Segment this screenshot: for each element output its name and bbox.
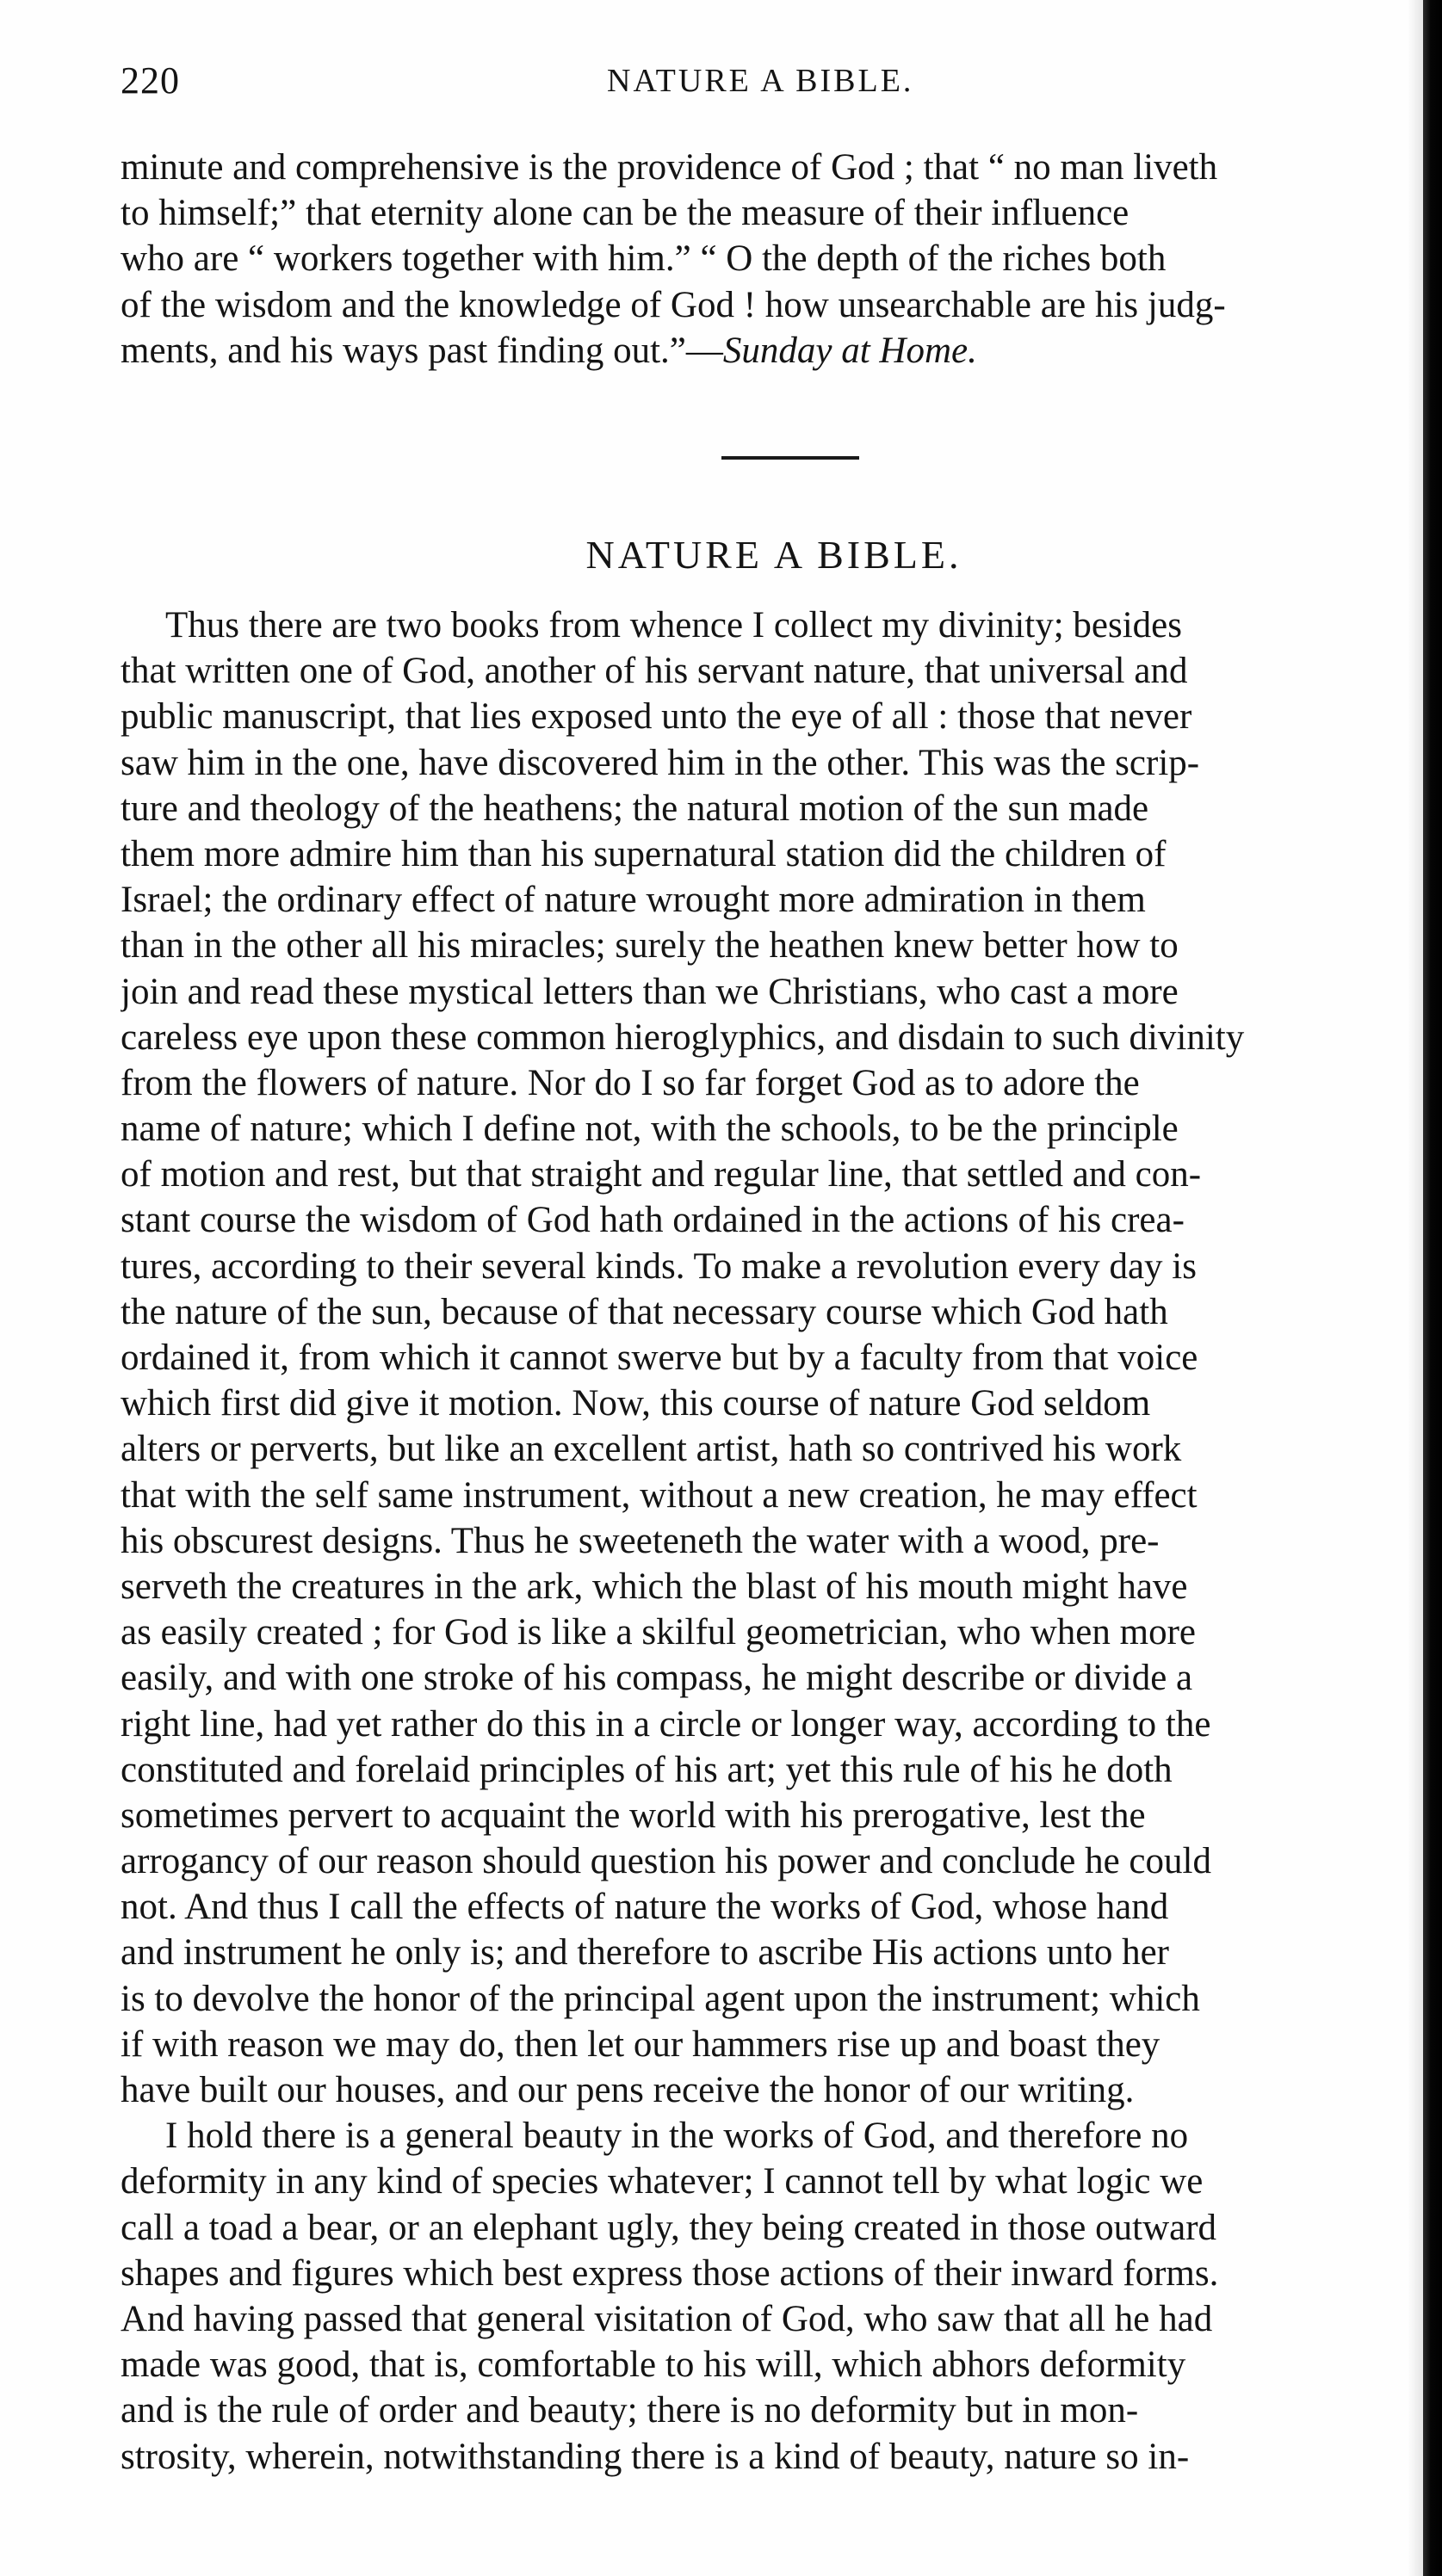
text-line: name of nature; which I define not, with the schools, to be the principle [121, 1109, 1179, 1150]
text-line-content: ments, and his ways past finding out.”— [121, 330, 723, 371]
text-line: constituted and forelaid principles of his art; yet this rule of his he doth [121, 1749, 1173, 1790]
text-line: is to devolve the honor of the principal agent upon the instrument; which [121, 1978, 1200, 2019]
text-line: if with reason we may do, then let our hammers rise up and boast they [121, 2023, 1160, 2065]
text-line: and is the rule of order and beauty; there is no deformity but in mon- [121, 2390, 1139, 2431]
text-line: them more admire him than his supernatural station did the children of [121, 833, 1167, 874]
text-line: and instrument he only is; and therefore to ascribe His actions unto her [121, 1932, 1170, 1974]
text-line: who are “ workers together with him.” “ O the depth of the riches both [121, 238, 1167, 280]
text-line: Thus there are two books from whence I collect my divinity; besides [165, 605, 1182, 646]
text-line: sometimes pervert to acquaint the world with his prerogative, lest the [121, 1795, 1146, 1836]
text-line: I hold there is a general beauty in the works of God, and therefore no [165, 2116, 1189, 2157]
text-line: strosity, wherein, notwithstanding there is a kind of beauty, nature so in- [121, 2436, 1190, 2477]
text-line: tures, according to their several kinds. To make a revolution every day is [121, 1245, 1197, 1287]
text-line: Israel; the ordinary effect of nature wrought more admiration in them [121, 880, 1146, 921]
text-line: from the flowers of nature. Nor do I so far forget God as to adore the [121, 1062, 1140, 1103]
text-line: his obscurest designs. Thus he sweeteneth the water with a wood, pre- [121, 1520, 1160, 1561]
text-line: to himself;” that eternity alone can be the measure of their influence [121, 193, 1129, 234]
text-line: minute and comprehensive is the providence of God ; that “ no man liveth [121, 147, 1218, 188]
text-line: arrogancy of our reason should question his power and conclude he could [121, 1841, 1211, 1882]
text-line: shapes and figures which best express those actions of their inward forms. [121, 2252, 1219, 2294]
running-title: NATURE A BIBLE. [607, 63, 914, 99]
text-line: easily, and with one stroke of his compass, he might describe or divide a [121, 1658, 1193, 1699]
text-line: deformity in any kind of species whatever; I cannot tell by what logic we [121, 2161, 1204, 2202]
citation: Sunday at Home. [722, 330, 977, 371]
article-body [121, 602, 1427, 2480]
text-line: serveth the creatures in the ark, which the blast of his mouth might have [121, 1566, 1188, 1607]
paragraph-1 [121, 602, 1427, 2113]
section-divider [721, 456, 859, 460]
text-line: right line, had yet rather do this in a circle or longer way, according to the [121, 1703, 1211, 1745]
text-line: of the wisdom and the knowledge of God ! how unsearchable are his judg- [121, 284, 1226, 325]
running-head [121, 59, 1395, 110]
text-line: as easily created ; for God is like a skilful geometrician, who when more [121, 1612, 1196, 1653]
text-line: ordained it, from which it cannot swerve but by a faculty from that voice [121, 1337, 1198, 1378]
text-line: stant course the wisdom of God hath ordained in the actions of his crea- [121, 1200, 1185, 1241]
text-line: saw him in the one, have discovered him in the other. This was the scrip- [121, 742, 1200, 783]
text-line: have built our houses, and our pens receive the honor of our writing. [121, 2070, 1135, 2110]
text-line: made was good, that is, comfortable to his will, which abhors deformity [121, 2344, 1186, 2386]
text-line: call a toad a bear, or an elephant ugly, they being created in those outward [121, 2207, 1217, 2248]
text-line [121, 328, 1427, 374]
text-line: ture and theology of the heathens; the natural motion of the sun made [121, 788, 1149, 829]
text-line: the nature of the sun, because of that necessary course which God hath [121, 1291, 1168, 1332]
text-line: that written one of God, another of his servant nature, that universal and [121, 651, 1188, 692]
text-line: And having passed that general visitation of God, who saw that all he had [121, 2298, 1213, 2339]
text-line: which first did give it motion. Now, this course of nature God seldom [121, 1383, 1151, 1424]
intro-paragraph [121, 145, 1427, 374]
article-title: NATURE A BIBLE. [585, 533, 962, 577]
text-line: public manuscript, that lies exposed unto the eye of all : those that never [121, 696, 1192, 738]
text-line: of motion and rest, but that straight and regular line, that settled and con- [121, 1154, 1202, 1195]
paragraph-2 [121, 2113, 1427, 2480]
text-line: not. And thus I call the effects of nature the works of God, whose hand [121, 1887, 1169, 1928]
page-number: 220 [121, 59, 180, 102]
text-line: alters or perverts, but like an excellent artist, hath so contrived his work [121, 1429, 1182, 1470]
text-line: careless eye upon these common hieroglyphics, and disdain to such divinity [121, 1016, 1245, 1058]
text-line: join and read these mystical letters than we Christians, who cast a more [121, 971, 1179, 1012]
text-line: than in the other all his miracles; surely the heathen knew better how to [121, 925, 1179, 967]
text-line: that with the self same instrument, without a new creation, he may effect [121, 1474, 1198, 1516]
